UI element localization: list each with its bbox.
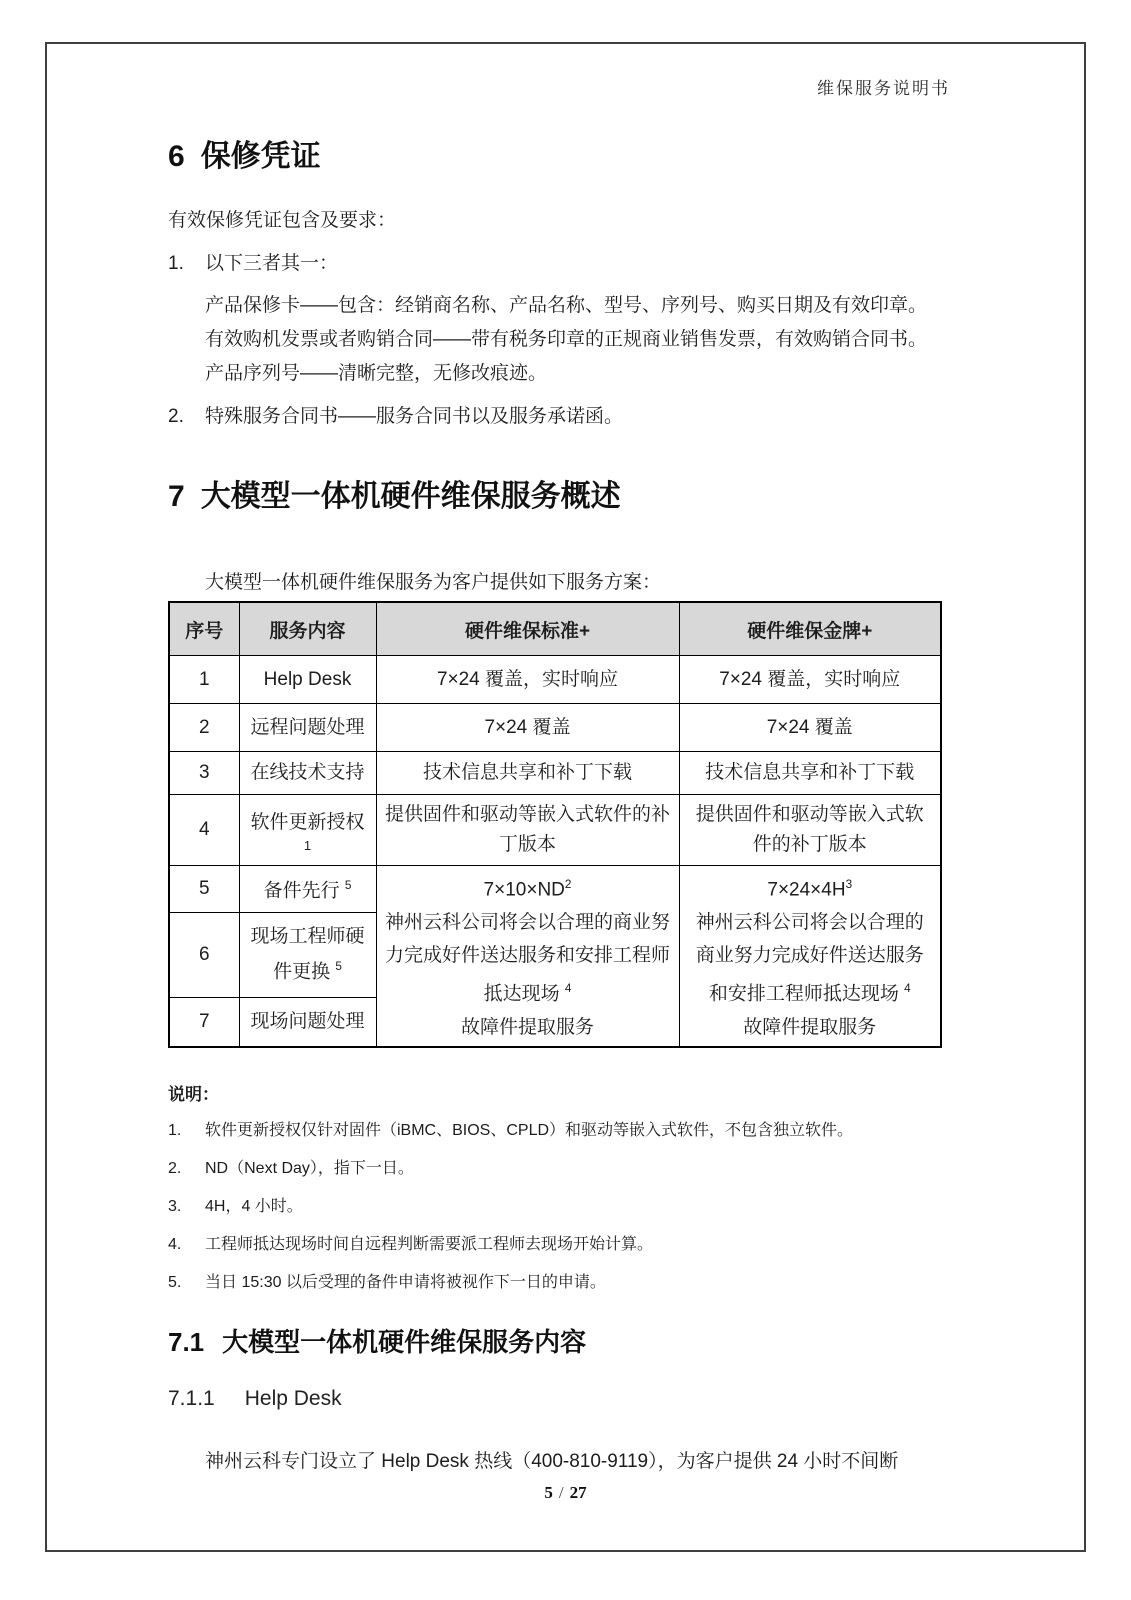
footnote-ref: 4 bbox=[564, 982, 572, 996]
standard-sla-extract: 故障件提取服务 bbox=[460, 1016, 594, 1038]
section-6-heading bbox=[168, 138, 950, 176]
footnote-ref: 3 bbox=[845, 878, 853, 891]
list-number: 1. bbox=[168, 253, 184, 274]
cell-service: 软件更新授权 1 bbox=[239, 795, 376, 866]
cell-no: 3 bbox=[169, 752, 239, 795]
note-number: 5. bbox=[168, 1273, 182, 1291]
cell-no: 2 bbox=[169, 704, 239, 752]
cell-no: 4 bbox=[169, 795, 239, 866]
note-item bbox=[168, 1157, 950, 1181]
note-text: 当日 15:30 以后受理的备件申请将被视作下一日的申请。 bbox=[205, 1273, 606, 1291]
cell-service: 远程问题处理 bbox=[239, 704, 376, 752]
note-text: 4H，4 小时。 bbox=[205, 1197, 303, 1215]
section-7-1-1-number: 7.1.1 bbox=[168, 1386, 215, 1410]
table-row bbox=[169, 795, 941, 866]
column-header-gold: 硬件维保金牌+ bbox=[679, 602, 941, 656]
gold-sla-body: 神州云科公司将会以合理的商业努力完成好件送达服务和安排工程师抵达现场 $^4$ bbox=[695, 912, 924, 1005]
cell-service: 备件先行 $^5$ bbox=[239, 866, 376, 913]
note-number: 3. bbox=[168, 1197, 182, 1215]
warranty-detail-block bbox=[205, 289, 950, 391]
list-item-2 bbox=[168, 400, 950, 434]
table-row bbox=[169, 704, 941, 752]
page-footer bbox=[0, 1483, 1131, 1503]
cell-standard: 技术信息共享和补丁下载 bbox=[376, 752, 679, 795]
cell-service: 现场问题处理 bbox=[239, 997, 376, 1047]
helpdesk-paragraph: 神州云科专门设立了 Help Desk 热线（400-810-9119），为客户提供 24 小时不间断 bbox=[205, 1450, 899, 1472]
list-text: 以下三者其一： bbox=[205, 253, 339, 274]
cell-gold: 提供固件和驱动等嵌入式软件的补丁版本 bbox=[679, 795, 941, 866]
note-number: 1. bbox=[168, 1121, 182, 1139]
column-header-standard: 硬件维保标准+ bbox=[376, 602, 679, 656]
cell-gold: 技术信息共享和补丁下载 bbox=[679, 752, 941, 795]
merged-gold-cell bbox=[679, 866, 941, 1047]
column-header-no: 序号 bbox=[169, 602, 239, 656]
table-row bbox=[169, 752, 941, 795]
cell-standard: 提供固件和驱动等嵌入式软件的补丁版本 bbox=[376, 795, 679, 866]
table-header-row bbox=[169, 602, 941, 656]
list-item-1 bbox=[168, 247, 950, 281]
notes-label: 说明： bbox=[168, 1084, 219, 1104]
note-item bbox=[168, 1195, 950, 1219]
list-number: 2. bbox=[168, 406, 184, 427]
warranty-detail-line: 产品保修卡——包含：经销商名称、产品名称、型号、序列号、购买日期及有效印章。 bbox=[205, 295, 928, 316]
note-item bbox=[168, 1233, 950, 1257]
footnote-ref: 4 bbox=[904, 982, 911, 996]
warranty-intro: 有效保修凭证包含及要求： bbox=[168, 210, 397, 231]
note-number: 2. bbox=[168, 1159, 182, 1177]
doc-title-header: 维保服务说明书 bbox=[817, 79, 950, 98]
section-7-1-number: 7.1 bbox=[168, 1326, 205, 1357]
page-number-total: 27 bbox=[569, 1483, 587, 1502]
gold-sla-line: $7\times 24\times 4H^3$ bbox=[767, 878, 853, 901]
footnote-ref: 5 bbox=[344, 879, 352, 893]
list-text: 特殊服务合同书——服务合同书以及服务承诺函。 bbox=[205, 406, 624, 427]
section-6-title: 保修凭证 bbox=[200, 140, 321, 173]
footnote-ref: 2 bbox=[564, 878, 572, 891]
section-7-1-1-heading bbox=[168, 1385, 950, 1413]
page-number-separator: / bbox=[558, 1483, 564, 1502]
section-7-1-heading bbox=[168, 1325, 950, 1359]
warranty-detail-line: 有效购机发票或者购销合同——带有税务印章的正规商业销售发票，有效购销合同书。 bbox=[205, 329, 928, 350]
standard-sla-body: 神州云科公司将会以合理的商业努力完成好件送达服务和安排工程师抵达现场 $^4$ bbox=[384, 912, 670, 1005]
gold-sla-extract: 故障件提取服务 bbox=[743, 1016, 877, 1038]
service-plans-intro: 大模型一体机硬件维保服务为客户提供如下服务方案： bbox=[205, 572, 662, 593]
section-7-1-1-title: Help Desk bbox=[244, 1386, 342, 1410]
section-7-1-title: 大模型一体机硬件维保服务内容 bbox=[222, 1326, 587, 1357]
footnote-ref: 5 bbox=[335, 960, 342, 973]
cell-no: 7 bbox=[169, 997, 239, 1047]
standard-sla-line: $7\times 10\times ND^2$ bbox=[483, 878, 572, 901]
section-7-title: 大模型一体机硬件维保服务概述 bbox=[200, 480, 621, 513]
cell-service: 在线技术支持 bbox=[239, 752, 376, 795]
cell-service: 现场工程师硬件更换 $^5$ bbox=[239, 912, 376, 997]
note-item bbox=[168, 1119, 950, 1143]
cell-no: 1 bbox=[169, 656, 239, 704]
page-content bbox=[168, 78, 950, 1479]
note-text: 软件更新授权仅针对固件（iBMC、BIOS、CPLD）和驱动等嵌入式软件，不包含独立软件。 bbox=[205, 1121, 854, 1139]
table-row bbox=[169, 656, 941, 704]
cell-no: 6 bbox=[169, 912, 239, 997]
running-header bbox=[168, 78, 950, 100]
cell-gold: 7×24 覆盖，实时响应 bbox=[679, 656, 941, 704]
note-text: 工程师抵达现场时间自远程判断需要派工程师去现场开始计算。 bbox=[205, 1235, 654, 1253]
section-7-number: 7 bbox=[168, 480, 185, 513]
cell-gold: 7×24 覆盖 bbox=[679, 704, 941, 752]
page-number-current: 5 bbox=[544, 1483, 553, 1502]
cell-standard: 7×24 覆盖 bbox=[376, 704, 679, 752]
cell-no: 5 bbox=[169, 866, 239, 913]
warranty-detail-line: 产品序列号——清晰完整，无修改痕迹。 bbox=[205, 363, 548, 384]
note-item bbox=[168, 1271, 950, 1295]
merged-standard-cell bbox=[376, 866, 679, 1047]
cell-standard: 7×24 覆盖，实时响应 bbox=[376, 656, 679, 704]
table-row bbox=[169, 866, 941, 913]
footnote-ref: 1 bbox=[303, 837, 312, 853]
column-header-service: 服务内容 bbox=[239, 602, 376, 656]
section-7-heading bbox=[168, 478, 950, 516]
cell-service: Help Desk bbox=[239, 656, 376, 704]
note-number: 4. bbox=[168, 1235, 182, 1253]
section-6-number: 6 bbox=[168, 140, 185, 173]
service-plans-table bbox=[168, 601, 942, 1048]
note-text: ND（Next Day），指下一日。 bbox=[205, 1159, 414, 1177]
